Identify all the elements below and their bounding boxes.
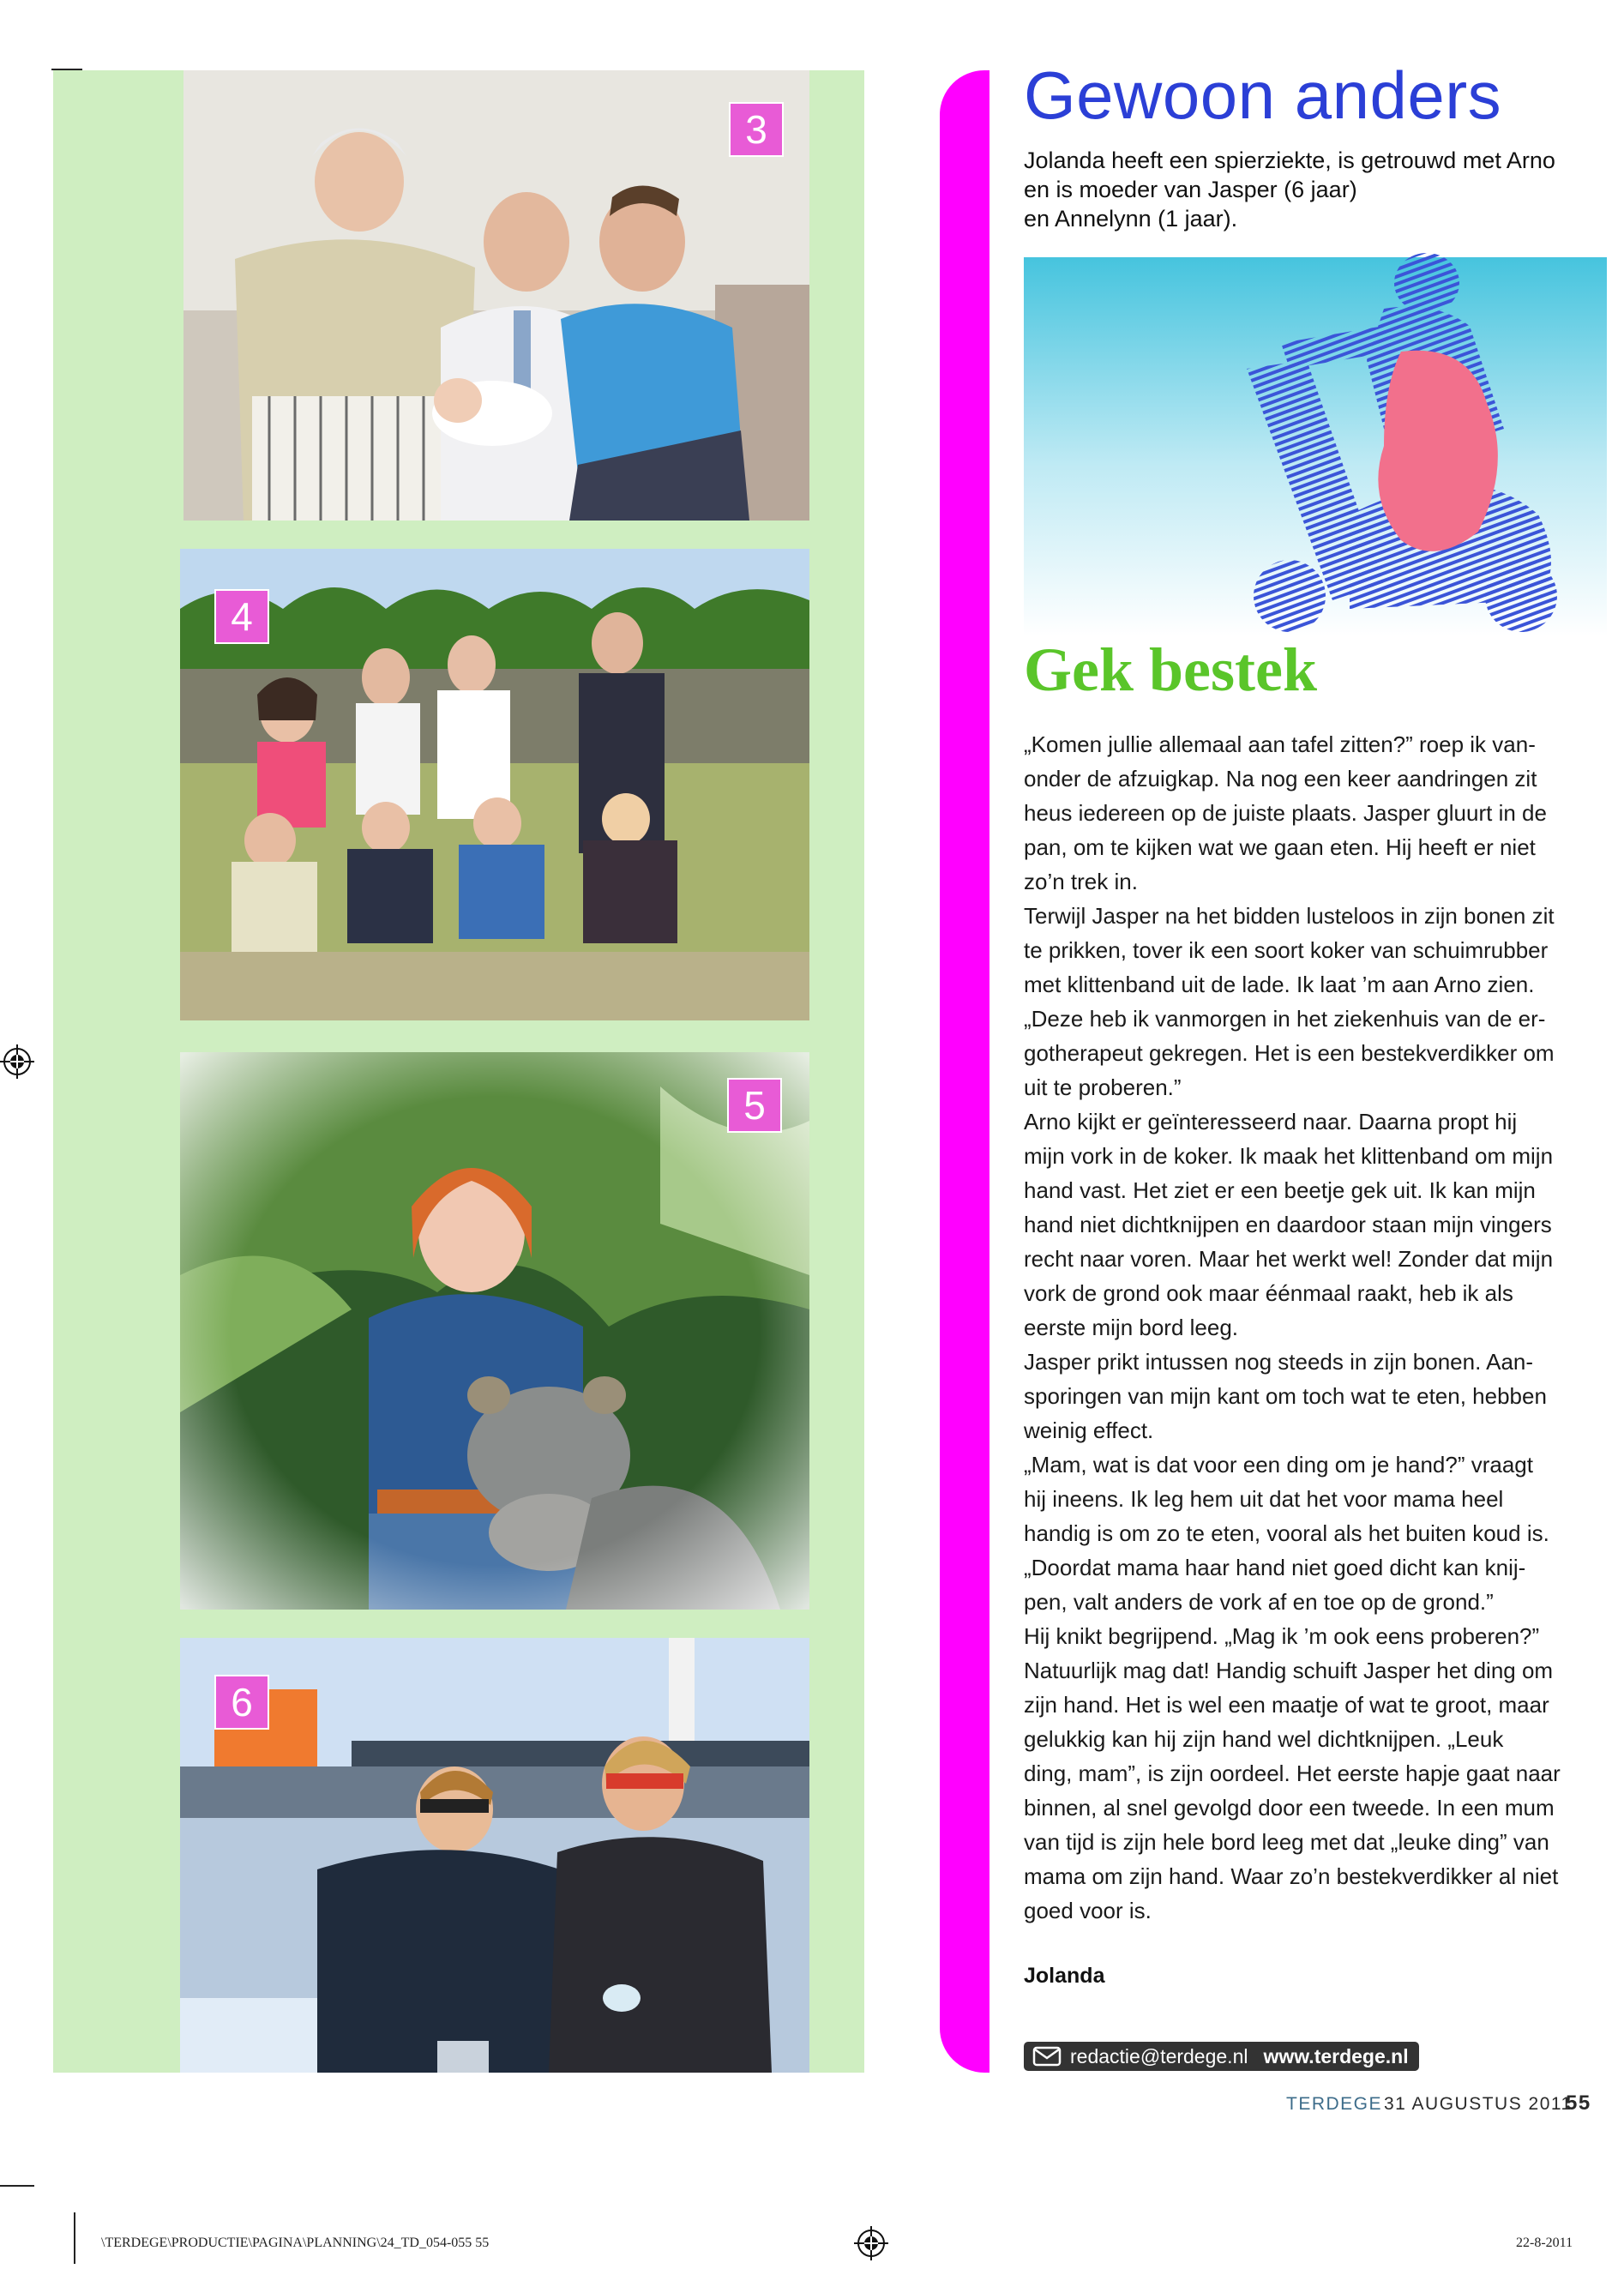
photo-6 <box>180 1638 809 2073</box>
photo-number-badge: 3 <box>729 102 784 157</box>
crop-mark <box>74 2212 75 2264</box>
page-title: Gewoon anders <box>1024 57 1502 133</box>
body-line: Hij knikt begrijpend. „Mag ik ’m ook eens proberen?” <box>1024 1623 1540 1649</box>
body-line: Natuurlijk mag dat! Handig schuift Jasper het ding om <box>1024 1658 1554 1683</box>
body-line: recht naar voren. Maar het werkt wel! Zonder dat mijn <box>1024 1246 1554 1272</box>
body-line: hand vast. Het ziet er een beetje gek uit. Ik kan mijn <box>1024 1177 1536 1203</box>
body-line: hij ineens. Ik leg hem uit dat het voor mama heel <box>1024 1486 1504 1512</box>
body-line: pan, om te kijken wat we gaan eten. Hij heeft er niet <box>1024 834 1536 860</box>
body-line: eerste mijn bord leeg. <box>1024 1315 1239 1340</box>
registration-mark-icon <box>0 1044 34 1079</box>
intro-text: Jolanda heeft een spierziekte, is getrouwd met Arno en is moeder van Jasper (6 jaar) en Annelynn (1 jaar). <box>1024 147 1555 232</box>
article-body <box>1024 727 1607 1928</box>
body-line: mijn vork in de koker. Ik maak het klittenband om mijn <box>1024 1143 1554 1169</box>
body-line: sporingen van mijn kant om toch wat te eten, hebben <box>1024 1383 1547 1409</box>
photo-4 <box>180 549 809 1020</box>
body-line: heus iedereen op de juiste plaats. Jasper gluurt in de <box>1024 800 1547 826</box>
envelope-icon <box>1032 2046 1062 2067</box>
section-heading: Gek bestek <box>1024 635 1317 704</box>
body-line: zijn hand. Het is wel een maatje of wat te groot, maar <box>1024 1692 1549 1718</box>
author-signature: Jolanda <box>1024 1964 1105 1988</box>
body-line: met klittenband uit de lade. Ik laat ’m aan Arno zien. <box>1024 972 1535 997</box>
body-line: „Komen jullie allemaal aan tafel zitten?” roep ik van- <box>1024 731 1536 757</box>
body-line: hand niet dichtknijpen en daardoor staan mijn vingers <box>1024 1212 1552 1237</box>
body-line: „Deze heb ik vanmorgen in het ziekenhuis van de er- <box>1024 1006 1546 1032</box>
body-line: ding, mam”, is zijn oordeel. Het eerste hapje gaat naar <box>1024 1760 1561 1786</box>
photo-number-badge: 6 <box>214 1675 269 1730</box>
body-line: zo’n trek in. <box>1024 869 1138 894</box>
body-line: van tijd is zijn hele bord leeg met dat „leuke ding” van <box>1024 1829 1549 1855</box>
body-line: pen, valt anders de vork af en toe op de grond.” <box>1024 1589 1494 1615</box>
body-line: vork de grond ook maar éénmaal raakt, heb ik als <box>1024 1280 1513 1306</box>
email-link[interactable]: redactie@terdege.nl <box>1070 2044 1248 2067</box>
body-line: Terwijl Jasper na het bidden lusteloos in zijn bonen zit <box>1024 903 1555 929</box>
body-line: „Mam, wat is dat voor een ding om je hand?” vraagt <box>1024 1452 1533 1478</box>
print-slug-path: \TERDEGE\PRODUCTIE\PAGINA\PLANNING\24_TD_054-055 55 <box>101 2236 490 2250</box>
body-line: uit te proberen.” <box>1024 1074 1182 1100</box>
body-line: onder de afzuigkap. Na nog een keer aandringen zit <box>1024 766 1537 791</box>
body-line: handig is om zo te eten, vooral als het buiten koud is. <box>1024 1520 1549 1546</box>
photo-3 <box>183 70 809 521</box>
page-number: 55 <box>1566 2091 1591 2115</box>
body-line: te prikken, tover ik een soort koker van schuimrubber <box>1024 937 1549 963</box>
contact-bar <box>1024 2042 1419 2071</box>
accent-bar <box>940 70 989 2073</box>
body-line: gelukkig kan hij zijn hand wel dichtknijpen. „Leuk <box>1024 1726 1504 1752</box>
website-link[interactable]: www.terdege.nl <box>1263 2044 1409 2067</box>
body-line: Arno kijkt er geïnteresseerd naar. Daarna propt hij <box>1024 1109 1518 1134</box>
footer-date: 31 AUGUSTUS 2011 <box>1384 2094 1573 2114</box>
body-line: mama om zijn hand. Waar zo’n bestekverdikker al niet <box>1024 1863 1559 1889</box>
photo-5 <box>180 1052 809 1610</box>
crop-mark <box>0 2185 34 2187</box>
body-line: Jasper prikt intussen nog steeds in zijn bonen. Aan- <box>1024 1349 1534 1375</box>
print-slug-date: 22-8-2011 <box>1516 2236 1573 2250</box>
photo-number-badge: 5 <box>727 1078 782 1133</box>
footer-magazine: TERDEGE <box>1286 2094 1383 2114</box>
body-line: „Doordat mama haar hand niet goed dicht kan knij- <box>1024 1555 1526 1580</box>
body-line: binnen, al snel gevolgd door een tweede. In een mum <box>1024 1795 1555 1821</box>
body-line: weinig effect. <box>1024 1417 1154 1443</box>
registration-mark-icon <box>854 2226 888 2260</box>
scooter-illustration <box>1024 257 1607 636</box>
body-line: gotherapeut gekregen. Het is een bestekverdikker om <box>1024 1040 1555 1066</box>
body-line: goed voor is. <box>1024 1898 1152 1923</box>
photo-number-badge: 4 <box>214 589 269 644</box>
